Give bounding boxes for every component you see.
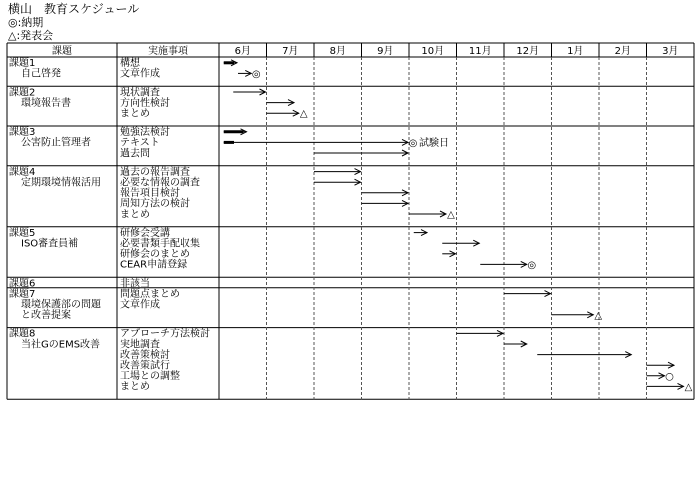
col-header-month: 12月	[516, 46, 540, 57]
schedule-note: 試験日	[419, 137, 449, 149]
schedule-marker: ◎	[251, 68, 261, 80]
item-label: まとめ	[120, 209, 150, 221]
group-label: 課題7	[9, 288, 36, 300]
legend-presentation: △:発表会	[8, 29, 54, 42]
schedule-marker: △	[684, 381, 693, 393]
item-label: まとめ	[120, 381, 150, 393]
item-label: まとめ	[120, 108, 150, 120]
item-label: アプローチ方法検討	[120, 328, 210, 340]
page-title: 横山 教育スケジュール	[8, 2, 140, 16]
group-label: 課題6	[9, 278, 36, 290]
group-name: 環境報告書	[21, 97, 71, 109]
group-label: 課題1	[9, 58, 36, 70]
group-label: 課題8	[9, 328, 36, 340]
col-header-month: 6月	[234, 46, 251, 57]
col-header-month: 10月	[421, 46, 445, 57]
item-label: 文章作成	[120, 299, 160, 311]
item-label: 改善策試行	[120, 360, 170, 372]
col-header-month: 11月	[468, 46, 492, 57]
item-label: 文章作成	[120, 68, 160, 80]
item-label: 実地調査	[120, 339, 160, 351]
schedule-marker: △	[447, 209, 455, 221]
item-label: 問題点まとめ	[120, 288, 180, 300]
group-name: ISO審査員補	[21, 238, 79, 250]
item-label: 必要な情報の調査	[120, 177, 200, 189]
item-label: 非該当	[120, 278, 150, 290]
item-label: 過去の報告調査	[120, 166, 190, 178]
group-name: と改善提案	[21, 310, 71, 322]
col-header-month: 8月	[329, 46, 346, 57]
group-label: 課題4	[9, 166, 36, 178]
item-label: CEAR申請登録	[120, 259, 188, 271]
item-label: 研修会のまとめ	[120, 249, 190, 261]
item-label: 構想	[120, 58, 140, 70]
item-label: 方向性検討	[120, 97, 170, 109]
group-name: 自己啓発	[21, 68, 61, 80]
group-name: 当社GのEMS改善	[21, 339, 101, 351]
group-name: 環境保護部の問題	[21, 299, 101, 311]
item-label: 勉強法検討	[120, 127, 170, 139]
group-label: 課題3	[9, 127, 36, 139]
group-label: 課題5	[9, 227, 36, 239]
col-header-month: 3月	[662, 46, 679, 57]
schedule-bars	[224, 60, 684, 390]
group-name: 公害防止管理者	[21, 137, 91, 149]
item-label: 研修会受講	[120, 227, 170, 239]
item-label: テキスト	[120, 137, 160, 149]
schedule-marker: △	[299, 108, 308, 120]
table-text	[9, 44, 693, 393]
item-label: 報告項目検討	[120, 188, 180, 200]
item-label: 過去問	[120, 148, 150, 160]
col-header-month: 7月	[282, 46, 299, 57]
group-label: 課題2	[9, 87, 36, 99]
col-header-month: 1月	[567, 46, 584, 57]
item-label: 現状調査	[120, 87, 160, 99]
schedule-marker: ◎	[527, 259, 537, 271]
col-header-month: 2月	[614, 46, 631, 57]
group-name: 定期環境情報活用	[21, 177, 101, 189]
item-label: 改善策検討	[120, 349, 170, 361]
item-label: 周知方法の検討	[120, 198, 190, 210]
legend-deadline: ◎:納期	[8, 16, 44, 29]
col-header-item: 実施事項	[148, 46, 188, 57]
item-label: 必要書類手配収集	[120, 238, 200, 250]
col-header-month: 9月	[377, 46, 394, 57]
schedule-marker: △	[594, 310, 603, 322]
col-header-task: 課題	[52, 46, 72, 57]
schedule-marker: ◎	[408, 137, 418, 149]
schedule-marker: ○	[665, 371, 674, 383]
table-lines	[7, 43, 694, 399]
item-label: 工場との調整	[120, 371, 180, 383]
